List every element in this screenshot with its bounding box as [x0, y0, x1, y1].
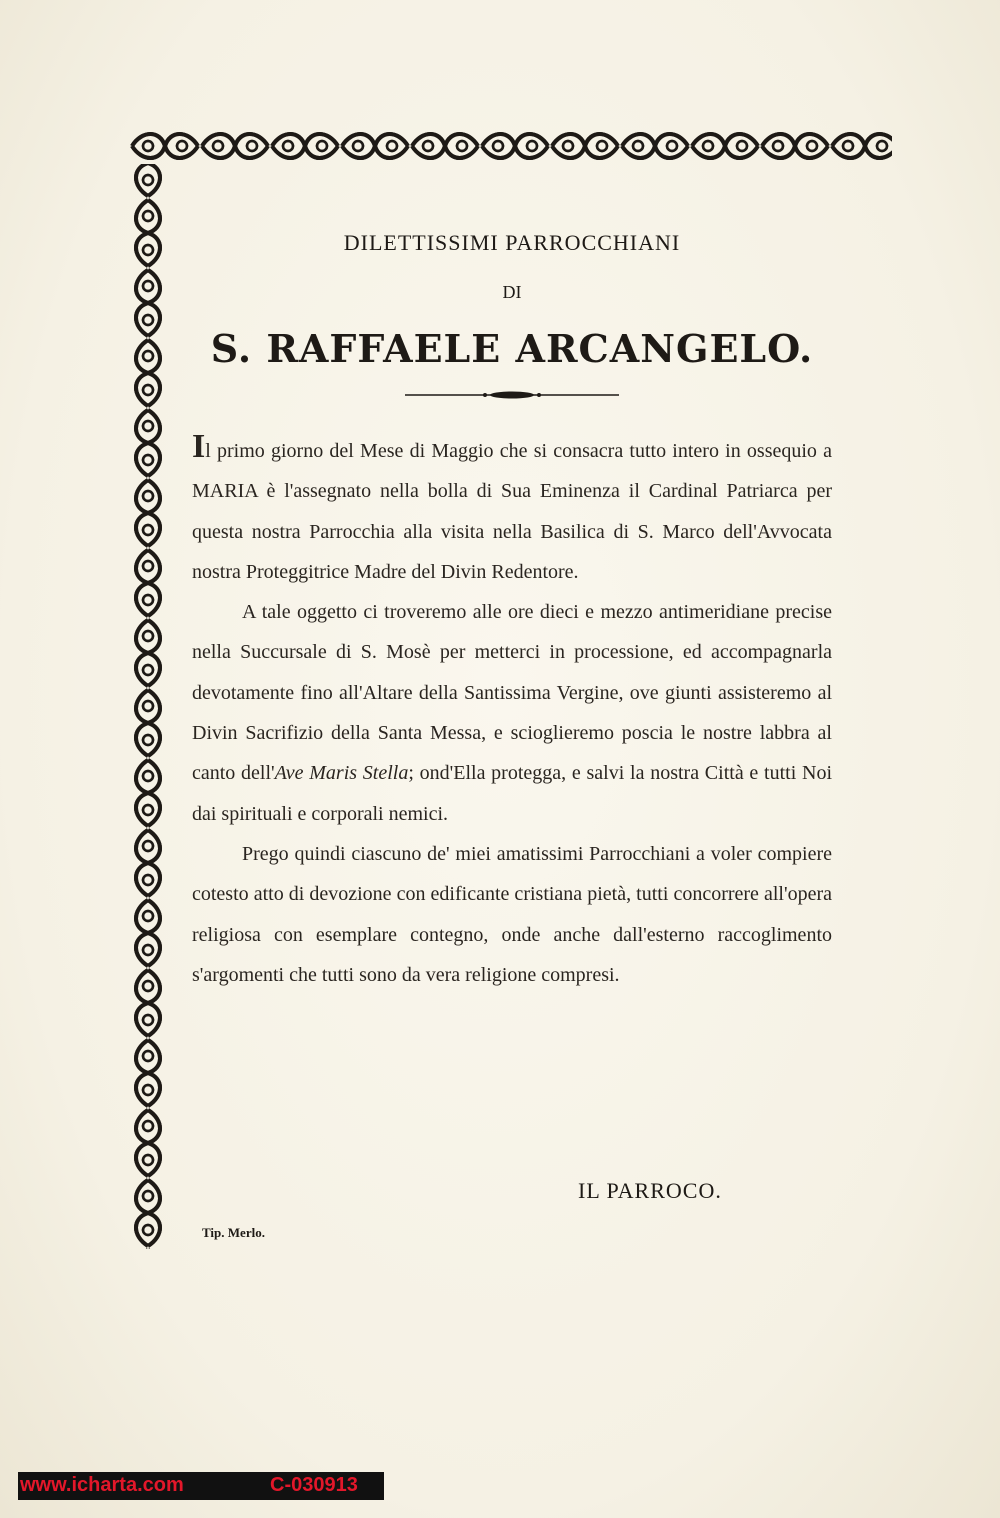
- paragraph-1-text: l primo giorno del Mese di Maggio che si consacra tutto intero in ossequio a MARIA è l'assegnato nella bolla di Sua Eminenza il Cardinal Patriarca per questa nostra Parrocchia alla visita nella Basilica di S. Marco dell'Avvocata nostra Proteggitrice Madre del Divin Redentore.: [192, 440, 832, 583]
- paragraph-2-text-a: A tale oggetto ci troveremo alle ore dieci e mezzo antimeridiane precise nella Succursale di S. Mosè per metterci in processione, ed accompagnarla devotamente fino all'Altare della Santissima Vergine, ove giunti assisteremo al Divin Sacrifizio della Santa Messa, e scioglieremo poscia le nostre labbra al canto dell': [192, 601, 832, 785]
- watermark-code: C-030913: [270, 1474, 358, 1496]
- paragraph-3: [192, 834, 832, 995]
- drop-cap: I: [192, 428, 206, 465]
- paragraph-2-text-b: ; ond'Ella protegga, e salvi la nostra Città e tutti Noi dai spirituali e corporali nemici.: [192, 762, 833, 825]
- heading-di: DI: [502, 282, 522, 302]
- notice-content: [192, 225, 832, 995]
- hymn-title: Ave Maris Stella: [274, 762, 409, 785]
- frame-border-bottom: [130, 128, 892, 164]
- paragraph-1: [192, 428, 832, 592]
- heading-parish-name: S. RAFFAELE ARCANGELO.: [210, 326, 814, 371]
- notice-body: [192, 428, 833, 995]
- paragraph-2: [192, 592, 832, 834]
- signature: IL PARROCO.: [578, 1178, 722, 1203]
- frame-border-right: [130, 128, 166, 1285]
- watermark-site: www.icharta.com: [20, 1474, 184, 1496]
- printer-credit: Tip. Merlo.: [202, 1225, 265, 1240]
- paragraph-3-text: Prego quindi ciascuno de' miei amatissimi Parrocchiani a voler compiere cotesto atto di devozione con edificante cristiana pietà, tutti concorrere all'opera religiosa con esemplare contegno, onde anche dall'esterno raccoglimento s'argomenti che tutti sono da vera religione compresi.: [192, 842, 832, 986]
- ornamental-divider: [405, 389, 619, 401]
- heading-addressee: DILETTISSIMI PARROCCHIANI: [343, 230, 681, 255]
